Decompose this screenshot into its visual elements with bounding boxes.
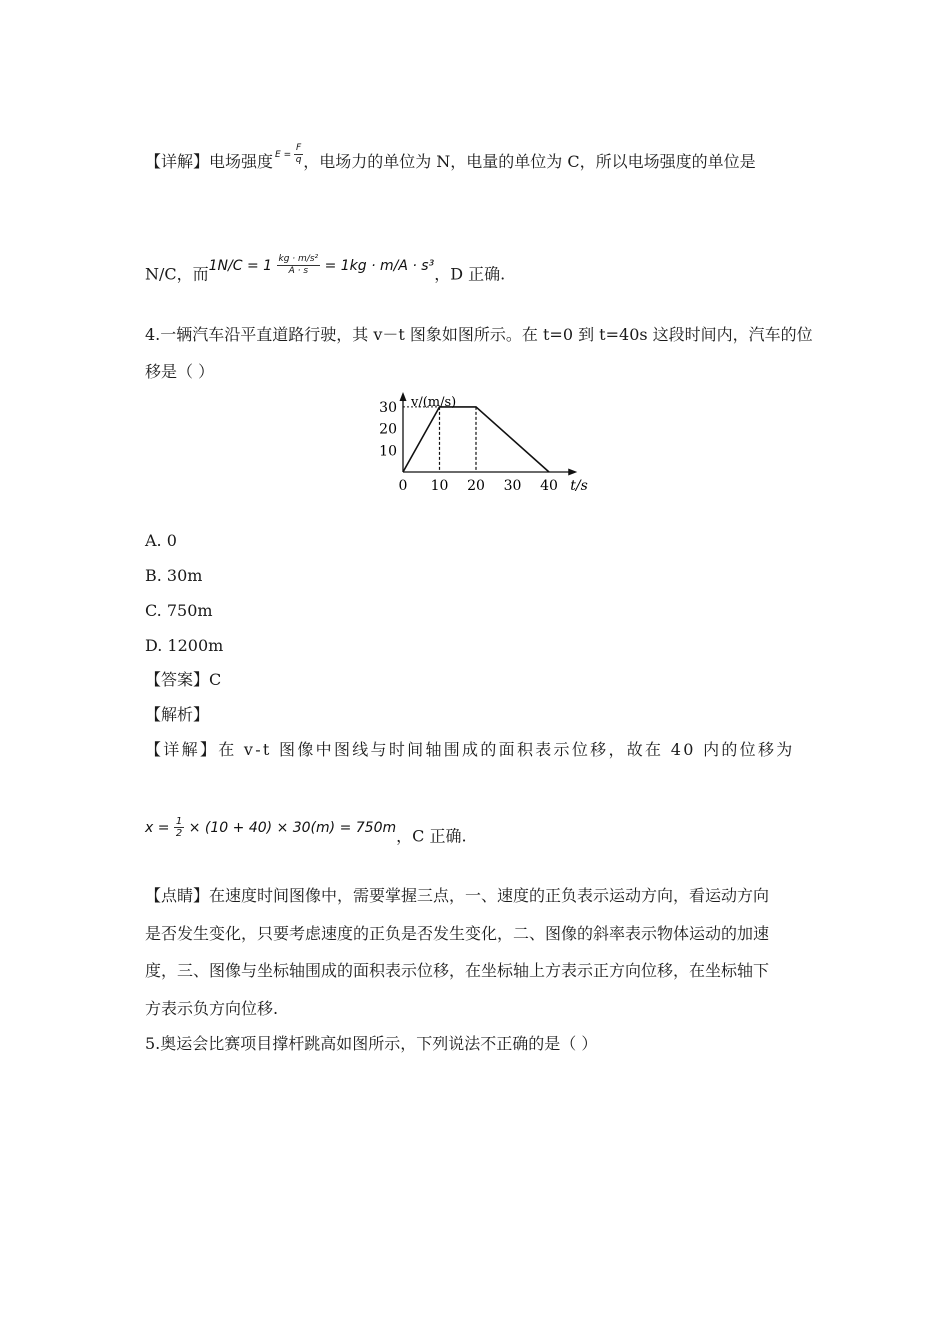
q3-line2-start: N/C，而 xyxy=(145,264,209,284)
y-axis-label: v/(m/s) xyxy=(411,395,457,410)
q3-detail-text1: 电场强度 xyxy=(209,152,274,171)
x-tick-label-0: 0 xyxy=(398,478,408,494)
q4-tip-line3: 度，三、图像与坐标轴围成的面积表示位移，在坐标轴上方表示正方向位移，在坐标轴下 xyxy=(145,961,770,980)
field-formula: E = F q xyxy=(275,143,302,165)
vt-chart xyxy=(360,392,600,502)
q4-tip-line4: 方表示负方向位移. xyxy=(145,999,279,1018)
q4-detail-line2 xyxy=(145,816,467,849)
q5-stem: 5.奥运会比赛项目撑杆跳高如图所示，下列说法不正确的是（ ） xyxy=(145,1034,598,1053)
q4-tip-line1: 【点睛】在速度时间图像中，需要掌握三点，一、速度的正负表示运动方向，看运动方向 xyxy=(145,886,770,905)
y-tick-label-20: 20 xyxy=(379,421,397,438)
x-axis-arrow xyxy=(568,469,577,476)
q3-line2-end: ，D 正确. xyxy=(434,264,506,284)
y-tick-label-10: 10 xyxy=(379,443,397,460)
y-axis-arrow xyxy=(400,392,407,401)
q3-detail-line2 xyxy=(145,254,506,287)
x-axis-label: t/s xyxy=(570,478,588,494)
q4-detail-line1: 【详解】在 v-t 图像中图线与时间轴围成的面积表示位移，故在 40 内的位移为 xyxy=(145,740,795,759)
q3-detail-line1 xyxy=(145,143,756,176)
y-tick-label-30: 30 xyxy=(379,399,397,416)
x-tick-label-30: 30 xyxy=(503,478,522,494)
q4-stem-line2: 移是（ ） xyxy=(145,362,215,381)
unit-formula: 1N/C = 1 $\frac{\text{kg · m/s²}}{A \cdot s}$ = 1kg · m/A · s³ xyxy=(208,254,435,276)
x-tick-label-20: 20 xyxy=(467,478,485,494)
x-tick-label-10: 10 xyxy=(430,478,449,494)
q4-answer: 【答案】C xyxy=(145,670,222,689)
q4-detail-line2-end: ，C 正确. xyxy=(396,826,467,846)
option-c: C. 750m xyxy=(145,601,213,620)
q3-detail-label: 【详解】 xyxy=(145,152,210,171)
q4-analysis-label: 【解析】 xyxy=(145,705,210,724)
x-tick-label-40: 40 xyxy=(540,478,558,494)
option-a: A. 0 xyxy=(145,531,177,550)
q3-detail-text2: ，电场力的单位为 N，电量的单位为 C，所以电场强度的单位是 xyxy=(303,152,756,171)
q4-stem-line1: 4.一辆汽车沿平直道路行驶，其 v－t 图象如图所示。在 t=0 到 t=40s 这段时间内，汽车的位 xyxy=(145,325,813,344)
q4-tip-line2: 是否发生变化，只要考虑速度的正负是否发生变化，二、图像的斜率表示物体运动的加速 xyxy=(145,924,770,943)
displacement-formula: x = $\frac{1}{2}$ × (10 + 40) × 30(m) = 750m xyxy=(145,816,397,839)
option-b: B. 30m xyxy=(145,566,203,585)
option-d: D. 1200m xyxy=(145,636,224,655)
chart-layer xyxy=(379,392,588,494)
